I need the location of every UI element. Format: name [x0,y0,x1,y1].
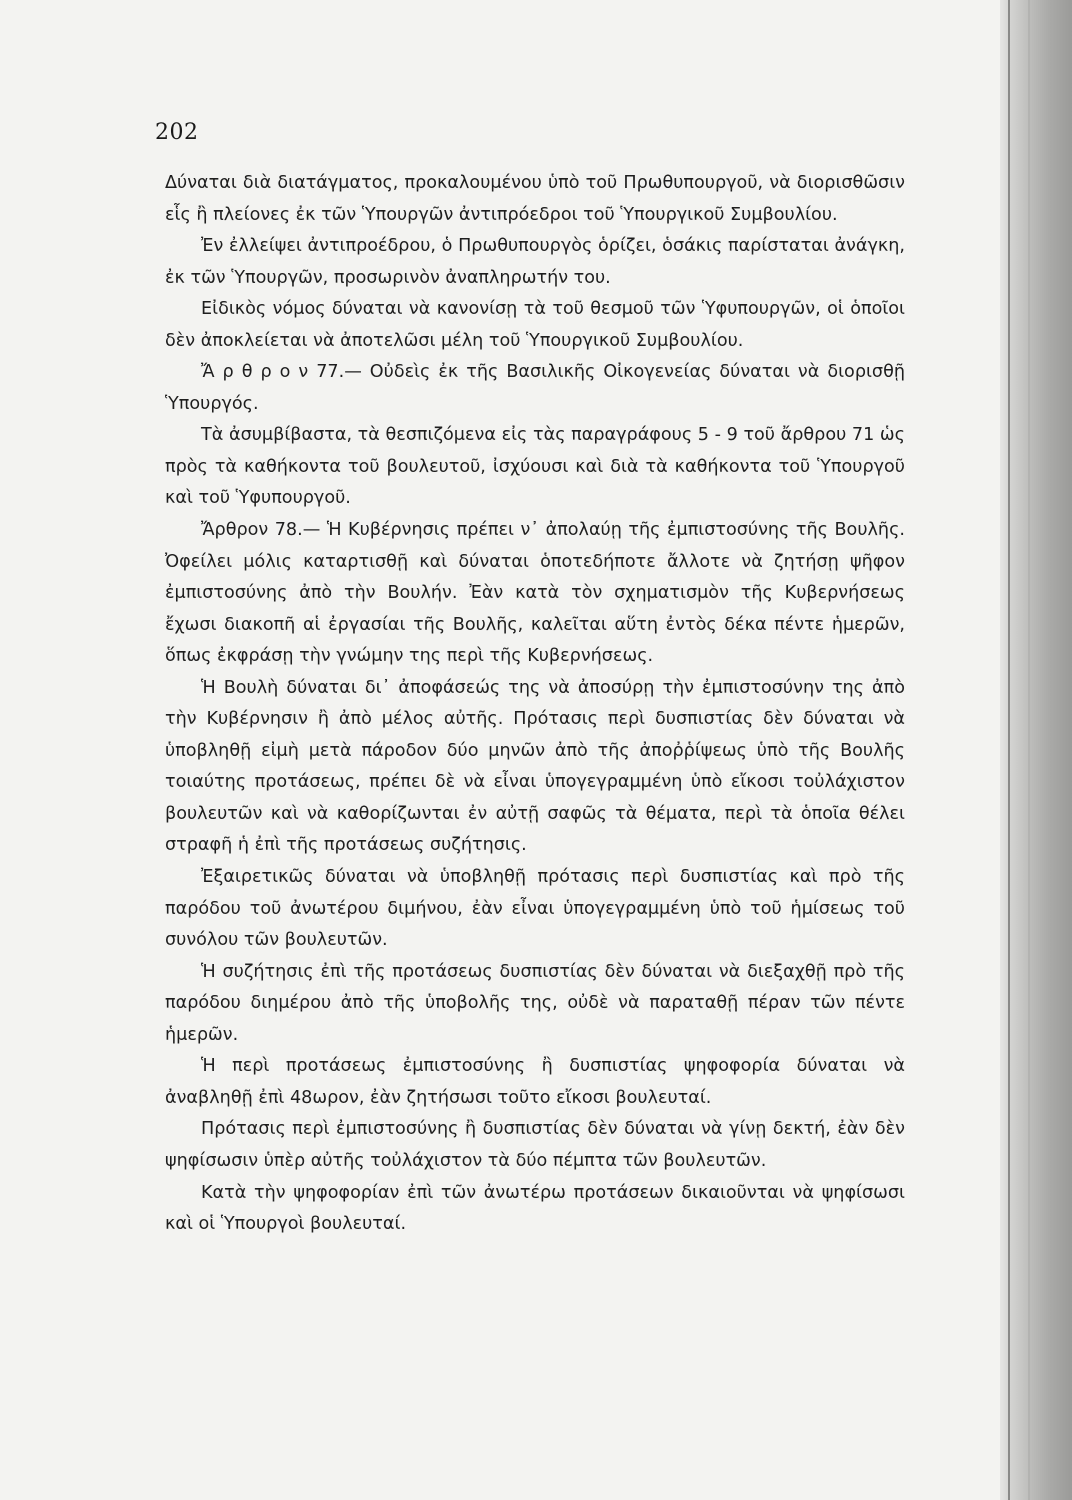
paragraph: Εἰδικὸς νόμος δύναται νὰ κανονίσῃ τὰ τοῦ θεσμοῦ τῶν Ὑφυπουργῶν, οἱ ὁποῖοι δὲν ἀποκλείεται νὰ ἀποτελῶσι μέλη τοῦ Ὑπουργικοῦ Συμβουλίου. [165,299,905,351]
paragraph: Τὰ ἀσυμβίβαστα, τὰ θεσπιζόμενα εἰς τὰς παραγράφους 5 - 9 τοῦ ἄρθρου 71 ὡς πρὸς τὰ καθήκοντα τοῦ βουλευτοῦ, ἰσχύουσι καὶ διὰ τὰ καθήκοντα τοῦ Ὑπουργοῦ καὶ τοῦ Ὑφυπουργοῦ. [165,425,905,509]
paragraph: Κατὰ τὴν ψηφοφορίαν ἐπὶ τῶν ἀνωτέρω προτάσεων δικαιοῦνται νὰ ψηφίσωσι καὶ οἱ Ὑπουργοὶ βουλευταί. [165,1182,905,1235]
paragraph: Ἐν ἐλλείψει ἀντιπροέδρου, ὁ Πρωθυπουργὸς ὁρίζει, ὁσάκις παρίσταται ἀνάγκη, ἐκ τῶν Ὑπουργῶν, προσωρινὸν ἀναπληρωτήν του. [165,236,905,288]
paragraph: Δύναται διὰ διατάγματος, προκαλουμένου ὑπὸ τοῦ Πρωθυπουργοῦ, νὰ διορισθῶσιν εἷς ἢ πλείονες ἐκ τῶν Ὑπουργῶν ἀντιπρόεδροι τοῦ Ὑπουργικοῦ Συμβουλίου. [165,173,905,225]
paragraph: Ἐξαιρετικῶς δύναται νὰ ὑποβληθῇ πρότασις περὶ δυσπιστίας καὶ πρὸ τῆς παρόδου τοῦ ἀνωτέρου διμήνου, ἐὰν εἶναι ὑπογεγραμμένη ὑπὸ τοῦ ἡμίσεως τοῦ συνόλου τῶν βουλευτῶν. [165,867,905,951]
edge-line [1028,0,1030,1500]
article-77-paragraph: Ἄ ρ θ ρ ο ν 77.— Οὐδεὶς ἐκ τῆς Βασιλικῆς Οἰκογενείας δύναται νὰ διορισθῇ Ὑπουργός. [165,362,905,414]
page-number: 202 [155,120,199,145]
paragraph: Πρότασις περὶ ἐμπιστοσύνης ἢ δυσπιστίας δὲν δύναται νὰ γίνῃ δεκτή, ἐὰν δὲν ψηφίσωσιν ὑπὲρ αὐτῆς τοὐλάχιστον τὰ δύο πέμπτα τῶν βουλευτῶν. [165,1119,905,1171]
body-text [165,168,905,1241]
edge-line [1008,0,1010,1500]
book-fore-edge [1000,0,1072,1500]
paragraph: Ἡ Βουλὴ δύναται δι᾽ ἀποφάσεώς της νὰ ἀποσύρῃ τὴν ἐμπιστοσύνην της ἀπὸ τὴν Κυβέρνησιν ἢ ἀπὸ μέλος αὐτῆς. Πρότασις περὶ δυσπιστίας δὲν δύναται νὰ ὑποβληθῇ εἰμὴ μετὰ πάροδον δύο μηνῶν ἀπὸ τῆς ἀποῤῥίψεως ὑπὸ τῆς Βουλῆς τοιαύτης προτάσεως, πρέπει δὲ νὰ εἶναι ὑπογεγραμμένη ὑπὸ εἴκοσι τοὐλάχιστον βουλευτῶν καὶ νὰ καθορίζωνται ἐν αὐτῇ σαφῶς τὰ θέματα, περὶ τὰ ὁποῖα θέλει στραφῆ ἡ ἐπὶ τῆς προτάσεως συζήτησις. [165,677,905,856]
paragraph: Ἡ συζήτησις ἐπὶ τῆς προτάσεως δυσπιστίας δὲν δύναται νὰ διεξαχθῇ πρὸ τῆς παρόδου διημέρου ἀπὸ τῆς ὑποβολῆς της, οὐδὲ νὰ παραταθῇ πέραν τῶν πέντε ἡμερῶν. [165,961,905,1045]
paragraph: Ἡ περὶ προτάσεως ἐμπιστοσύνης ἢ δυσπιστίας ψηφοφορία δύναται νὰ ἀναβληθῇ ἐπὶ 48ωρον, ἐὰν ζητήσωσι τοῦτο εἴκοσι βουλευταί. [165,1056,905,1108]
article-78-paragraph: Ἄρθρον 78.— Ἡ Κυβέρνησις πρέπει ν᾽ ἀπολαύῃ τῆς ἐμπιστοσύνης τῆς Βουλῆς. Ὀφείλει μόλις καταρτισθῇ καὶ δύναται ὁποτεδήποτε ἄλλοτε νὰ ζητήσῃ ψῆφον ἐμπιστοσύνης ἀπὸ τὴν Βουλήν. Ἐὰν κατὰ τὸν σχηματισμὸν τῆς Κυβερνήσεως ἔχωσι διακοπῆ αἱ ἐργασίαι τῆς Βουλῆς, καλεῖται αὕτη ἐντὸς δέκα πέντε ἡμερῶν, ὅπως ἐκφράσῃ τὴν γνώμην της περὶ τῆς Κυβερνήσεως. [165,520,905,667]
